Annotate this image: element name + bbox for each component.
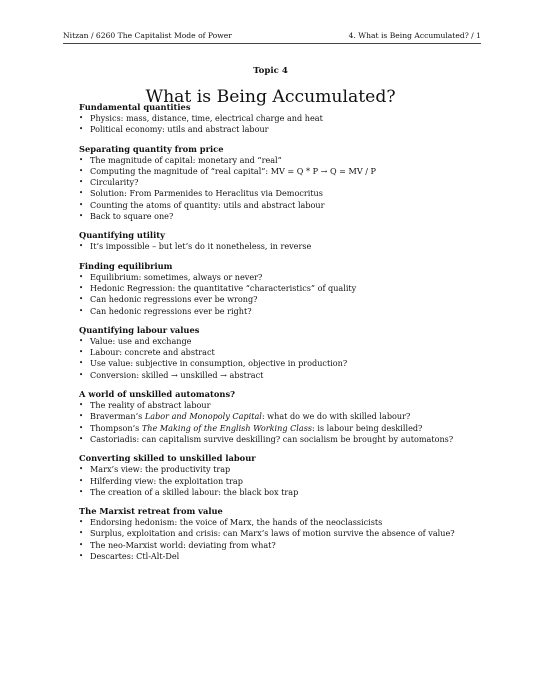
bullet-text: Computing the magnitude of “real capital”: MV = Q * P → Q = MV / P [90,165,376,176]
section-heading: Quantifying labour values [79,324,200,335]
book-title: Labor and Monopoly Capital [144,411,262,422]
header-course-title: Nitzan / 6260 The Capitalist Mode of Power [63,31,232,40]
bullet-item [79,347,479,358]
bullet-text: Hilferding view: the exploitation trap [90,475,243,486]
bullet-list [79,241,479,252]
bullet-item [79,124,479,135]
bullet-text: Marx’s view: the productivity trap [90,464,231,475]
bullet-item [79,272,479,283]
bullet-text: Value: use and exchange [90,335,192,346]
bullet-item [79,358,479,369]
bullet-item [79,177,479,188]
section-quantifying-utility [79,230,479,252]
bullet-item [79,155,479,166]
section-heading: Finding equilibrium [79,260,173,271]
header-page-label: 4. What is Being Accumulated? / 1 [348,31,481,40]
bullet-text: The magnitude of capital: monetary and “real” [90,154,282,165]
bullet-list [79,155,479,223]
bullet-text: Conversion: skilled → unskilled → abstract [90,369,264,380]
bullet-list [79,464,479,498]
bullet-item [79,540,479,551]
bullet-item [79,476,479,487]
bullet-item [79,306,479,317]
bullet-text: Solution: From Parmenides to Heraclitus via Democritus [90,188,323,199]
section-the-marxist-retreat-from-value [79,506,479,562]
page-title: What is Being Accumulated? [145,86,396,107]
bullet-item [79,294,479,305]
bullet-text: The reality of abstract labour [90,400,211,411]
bullet-item [79,528,479,539]
section-converting-skilled-to-unskilled-labour [79,453,479,498]
bullet-text: Thompson’s [90,422,142,433]
bullet-item [79,434,479,445]
bullet-text: : is labour being deskilled? [312,422,423,433]
bullet-item [79,423,479,434]
section-heading: Converting skilled to unskilled labour [79,453,256,464]
bullet-text: Endorsing hedonism: the voice of Marx, the hands of the neoclassicists [90,517,383,528]
bullet-text: Labour: concrete and abstract [90,347,215,358]
bullet-text: : what do we do with skilled labour? [261,411,411,422]
bullet-text: The creation of a skilled labour: the black box trap [90,486,299,497]
section-a-world-of-unskilled-automatons [79,389,479,445]
bullet-item [79,411,479,422]
bullet-text: Circularity? [90,177,139,188]
bullet-text: Equilibrium: sometimes, always or never? [90,271,263,282]
bullet-text: Surplus, exploitation and crisis: can Marx’s laws of motion survive the absence of value? [90,528,455,539]
bullet-text: Can hedonic regressions ever be wrong? [90,294,258,305]
bullet-text: Counting the atoms of quantity: utils and abstract labour [90,199,325,210]
outline-content [79,102,479,562]
topic-label: Topic 4 [253,66,288,76]
bullet-item [79,166,479,177]
section-separating-quantity-from-price [79,144,479,223]
section-heading: A world of unskilled automatons? [79,389,235,400]
bullet-item [79,464,479,475]
bullet-text: Can hedonic regressions ever be right? [90,305,252,316]
bullet-list [79,336,479,381]
bullet-item [79,113,479,124]
bullet-item [79,188,479,199]
bullet-text: Castoriadis: can capitalism survive deskilling? can socialism be brought by automatons? [90,433,454,444]
section-heading: Quantifying utility [79,230,165,241]
bullet-item [79,241,479,252]
bullet-text: Descartes: Ctl-Alt-Del [90,551,180,562]
section-heading: Separating quantity from price [79,143,224,154]
bullet-item [79,336,479,347]
bullet-item [79,517,479,528]
bullet-list [79,517,479,562]
book-title: The Making of the English Working Class [141,422,313,433]
section-heading: Fundamental quantities [79,102,191,112]
bullet-list [79,113,479,136]
bullet-text: Physics: mass, distance, time, electrical charge and heat [90,113,323,123]
bullet-text: It’s impossible – but let’s do it nonetheless, in reverse [90,241,312,252]
bullet-item [79,487,479,498]
running-header [63,31,481,44]
bullet-item [79,200,479,211]
bullet-text: Hedonic Regression: the quantitative “characteristics” of quality [90,282,357,293]
section-fundamental-quantities [79,102,479,136]
section-finding-equilibrium [79,261,479,317]
section-quantifying-labour-values [79,325,479,381]
bullet-text: The neo-Marxist world: deviating from what? [90,539,276,550]
bullet-text: Braverman’s [90,411,145,422]
bullet-item [79,400,479,411]
bullet-item [79,211,479,222]
bullet-text: Political economy: utils and abstract labour [90,124,269,135]
bullet-item [79,551,479,562]
bullet-list [79,400,479,445]
bullet-text: Use value: subjective in consumption, objective in production? [90,358,348,369]
bullet-text: Back to square one? [90,211,174,222]
bullet-item [79,370,479,381]
section-heading: The Marxist retreat from value [79,506,223,517]
bullet-item [79,283,479,294]
bullet-list [79,272,479,317]
